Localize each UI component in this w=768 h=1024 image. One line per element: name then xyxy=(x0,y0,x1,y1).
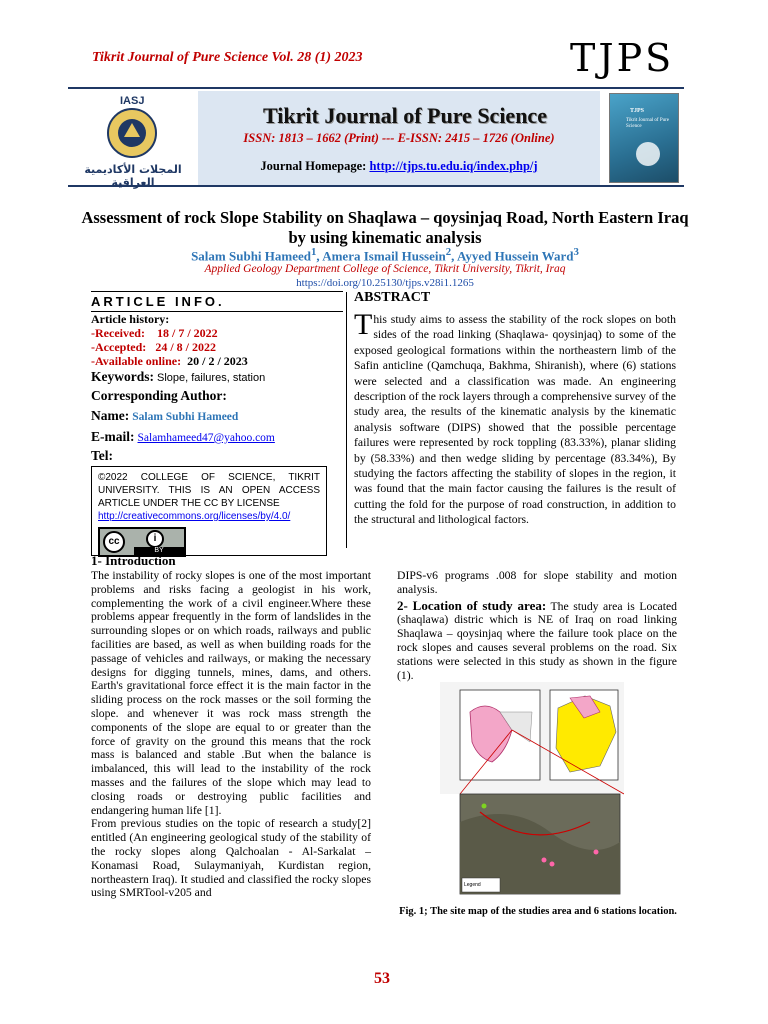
abstract-text: his study aims to assess the stability of the rock slopes on both sides of the road linking (Shaqlawa- qoysinjaq) to some of the exposed geological formations within the northeastern limb of the Safin anticline (Qamchuqa, Bakhma, Shiranish), where (6) stations were selected and a classification was made. An engineering description of the rock layers through a comprehensive survey of the study area, the results of the kinematic analysis by the kinematic analysis software (DIPS) showed that the possible percentage failures were represented by rock toppling (83.33%), planar sliding by (58.33%) and then wedge sliding by percentage (83.34%), By studying the factors affecting the stability of slopes in the region, it was found that the main factor causing the failures is the result of cutting the fold for the purpose of road construction, in addition to the structural and lithological factors. xyxy=(354,313,676,527)
cover-emblem-icon xyxy=(636,142,660,166)
station-marker-icon xyxy=(594,850,599,855)
iasj-arabic-name: المجلات الأكاديمية العراقية xyxy=(84,163,182,189)
email-row xyxy=(91,430,343,445)
introduction-paragraph: The instability of rocky slopes is one of the most important problems and risks facing a geologist in his work, complementing the work of a civil engineer.Where these problems appear frequently in the form of landslides in the surrounding slopes or on which roads, railways and public facilities are based, as well as when building roads for the passage of vehicles and railways, or making the necessary designs for digging tunnels, mines, dams, and others. Earth's gravitational force effect it is the main factor in the sliding process on the rock masses or the soil forming the slope. and whenever it was rock mass strength the components of the slope are equal to or greater than the force of gravity on the ground this means that the rock mass is balanced and stable .But when the balance is imbalanced, this will lead to the instability of the rock masses and the failures of the slope which may lead to closing roads or destroying public facilities and endangering human life [1]. xyxy=(91,569,371,817)
abstract-section xyxy=(354,290,676,528)
author-affiliation-mark: 1 xyxy=(311,246,317,258)
doi-link[interactable]: https://doi.org/10.25130/tjps.v28i1.1265 xyxy=(296,277,474,289)
abstract-heading: ABSTRACT xyxy=(354,290,431,305)
page-number: 53 xyxy=(374,970,390,987)
journal-cover-thumbnail xyxy=(609,93,679,183)
journal-title: Tikrit Journal of Pure Science xyxy=(263,103,547,128)
author-affiliation-mark: 2 xyxy=(445,246,452,258)
cc-by-label: BY xyxy=(134,547,184,555)
available-label: -Available online: xyxy=(91,354,182,368)
accepted-date: 24 / 8 / 2022 xyxy=(155,340,216,354)
keywords-label: Keywords: xyxy=(91,369,154,384)
iasj-label: IASJ xyxy=(120,95,145,107)
author-name: Salam Subhi Hameed xyxy=(191,248,311,264)
column-divider xyxy=(346,292,347,548)
right-column xyxy=(397,569,677,682)
history-label: Article history: xyxy=(91,312,170,326)
introduction-paragraph: From previous studies on the topic of research a study[2] entitled (An engineering geological study of the stability of the rocky slopes along Qalchoalan - Al-Sarkalat – Konamasi Road, Sulaymaniyah, Kurdistan region, northeastern Iraq). It studied and classified the rocky slopes using SMRTool-v205 and xyxy=(91,817,371,900)
journal-banner xyxy=(68,87,684,187)
station-marker-icon xyxy=(482,804,487,809)
map-legend-label: Legend xyxy=(464,882,481,888)
license-link[interactable]: http://creativecommons.org/licenses/by/4.0/ xyxy=(98,511,291,522)
author-affiliation-mark: 3 xyxy=(573,246,579,258)
cover-label: TJPS xyxy=(630,108,645,114)
location-paragraph xyxy=(397,599,677,683)
abstract-text-block xyxy=(354,308,676,528)
received-date: 18 / 7 / 2022 xyxy=(156,326,218,340)
site-map-image xyxy=(440,682,624,904)
issn-line: ISSN: 1813 – 1662 (Print) --- E-ISSN: 2415 – 1726 (Online) xyxy=(243,131,555,145)
license-text: ©2022 COLLEGE OF SCIENCE, TIKRIT UNIVERSITY. THIS IS AN OPEN ACCESS ARTICLE UNDER THE CC BY LICENSE xyxy=(98,472,320,509)
keywords-row xyxy=(91,370,343,385)
available-date: 20 / 2 / 2023 xyxy=(187,354,248,368)
email-link[interactable]: Salamhameed47@yahoo.com xyxy=(137,432,275,444)
paper-title: Assessment of rock Slope Stability on Shaqlawa – qoysinjaq Road, North Eastern Iraq by using kinematic analysis xyxy=(81,208,689,247)
corresponding-name: Salam Subhi Hameed xyxy=(132,411,239,423)
continued-paragraph: DIPS-v6 programs .008 for slope stability and motion analysis. xyxy=(397,569,677,596)
article-info-heading: ARTICLE INFO. xyxy=(91,291,343,312)
article-info xyxy=(91,291,343,556)
tel-label: Tel: xyxy=(91,448,114,463)
license-box xyxy=(91,466,327,556)
running-head: Tikrit Journal of Pure Science Vol. 28 (1) 2023 xyxy=(92,50,363,65)
email-label: E-mail: xyxy=(91,429,135,444)
station-marker-icon xyxy=(542,858,547,863)
author-name: Ayyed Hussein Ward xyxy=(456,248,574,264)
location-heading: 2- Location of study area: xyxy=(397,597,547,613)
iasj-logo xyxy=(68,93,198,189)
accepted-row xyxy=(91,340,343,354)
homepage-link[interactable]: http://tjps.tu.edu.iq/index.php/j xyxy=(369,159,538,173)
received-label: -Received: xyxy=(91,326,145,340)
received-row xyxy=(91,326,343,340)
homepage-label: Journal Homepage: xyxy=(260,159,367,173)
affiliation: Applied Geology Department College of Science, Tikrit University, Tikrit, Iraq xyxy=(204,263,566,275)
homepage-line xyxy=(204,159,594,174)
journal-brand: TJPS xyxy=(570,36,675,80)
cc-icon: cc xyxy=(103,531,125,553)
keywords-value: Slope, failures, station xyxy=(157,372,266,384)
author-name: Amera Ismail Hussein xyxy=(322,248,446,264)
banner-main xyxy=(198,91,600,185)
introduction-heading: 1- Introduction xyxy=(91,553,176,568)
available-row xyxy=(91,354,343,368)
name-row xyxy=(91,409,343,424)
author-list: Salam Subhi Hameed$^1$, Amera Ismail Hussein$^2$, Ayyed Hussein Ward$^3$ xyxy=(191,246,579,264)
corresponding-label: Corresponding Author: xyxy=(91,388,227,403)
abstract-dropcap: T xyxy=(354,308,373,341)
site-map-figure xyxy=(440,682,624,904)
attribution-person-icon: i xyxy=(146,530,164,548)
figure-caption: Fig. 1; The site map of the studies area and 6 stations location. xyxy=(399,906,677,917)
station-marker-icon xyxy=(550,862,555,867)
cover-title: Tikrit Journal of Pure Science xyxy=(626,118,670,129)
introduction-section xyxy=(91,553,371,900)
location-text: The study area is Located (shaqlawa) distric which is NE of Iraq on road linking Shaqlawa – qoysinjaq where the failure took place on the rock slopes and causes several problems on the road. Six stations were selected in this study as shown in the figure (1). xyxy=(397,599,677,682)
accepted-label: -Accepted: xyxy=(91,340,147,354)
name-label: Name: xyxy=(91,408,130,423)
